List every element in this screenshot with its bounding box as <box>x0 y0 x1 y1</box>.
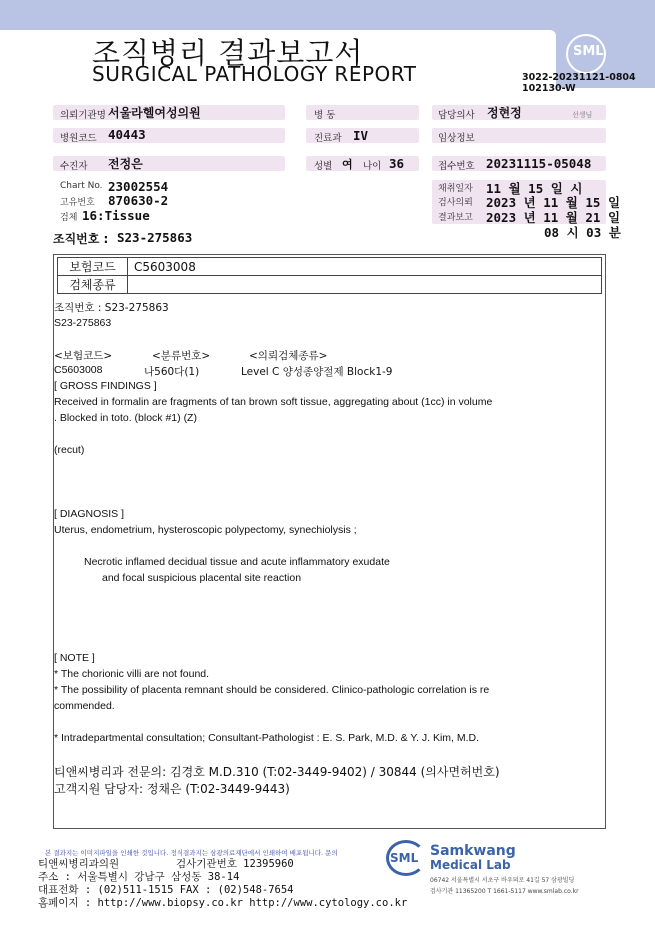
specimen-type-value <box>128 276 602 294</box>
footer-agency: 검사기관번호 12395960 <box>176 858 294 870</box>
insurance-code-value: C5603008 <box>128 258 602 276</box>
request-value: 2023 년 11 월 15 일 <box>486 195 621 210</box>
lab-address-1: 06742 서울특별시 서초구 바우뫼로 41길 57 삼광빌딩 <box>430 877 575 884</box>
tissue-no-value: S23-275863 <box>117 230 193 245</box>
sex-value: 여 <box>342 158 353 171</box>
lab-name-line-1: Samkwang <box>430 843 516 859</box>
dept-value: IV <box>353 128 369 143</box>
result-label: 결과보고 <box>438 213 473 223</box>
note-line-2: * The possibility of placenta remnant should be considered. Clinico-pathologic correlation is re <box>54 684 490 696</box>
patient-value: 전정은 <box>108 157 143 171</box>
footer-clinic: 티앤씨병리과의원 <box>38 858 120 870</box>
specimen-value: 16:Tissue <box>82 208 150 223</box>
doctor-label: 담당의사 <box>438 110 475 121</box>
report-body <box>53 254 606 829</box>
samkwang-logo-text: SML <box>390 851 419 865</box>
dept-label: 진료과 <box>314 133 342 144</box>
row-value-classification: 나560다(1) <box>144 366 200 378</box>
institution-label: 의뢰기관명 <box>60 110 106 121</box>
age-value: 36 <box>389 156 405 171</box>
consultation-line: * Intradepartmental consultation; Consultant-Pathologist : E. S. Park, M.D. & Y. J. Kim, M.D. <box>54 732 480 744</box>
insurance-code-label: 보험코드 <box>58 258 128 276</box>
report-number <box>522 72 636 94</box>
collect-label: 채취일자 <box>438 184 473 194</box>
footer-phone: 대표전화 : (02)511-1515 FAX : (02)548-7654 <box>38 884 294 896</box>
specialist-line: 티앤씨병리과 전문의: 김경호 M.D.310 (T:02-3449-9402) / 30844 (의사면허번호) <box>54 765 500 779</box>
request-label: 검사의뢰 <box>438 198 473 208</box>
diagnosis-heading: [ DIAGNOSIS ] <box>54 508 125 520</box>
col-header-classification: <분류번호> <box>152 350 211 362</box>
receipt-value: 20231115-05048 <box>486 156 592 171</box>
lab-address-2: 검사기관 11365200 T 1661-5117 www.smlab.co.kr <box>430 888 579 895</box>
support-line: 고객지원 담당자: 정채은 (T:02-3449-9443) <box>54 782 290 796</box>
collect-value: 11 월 15 일 시 <box>486 181 583 196</box>
gross-findings-line-2: . Blocked in toto. (block #1) (Z) <box>54 412 197 424</box>
row-value-specimen: Level C 양성종양절제 Block1-9 <box>241 366 393 378</box>
result-value: 2023 년 11 월 21 일 <box>486 210 621 225</box>
col-header-specimen: <의뢰검체종류> <box>249 350 328 362</box>
table-row <box>58 258 602 276</box>
ward-label: 병 동 <box>314 110 336 121</box>
report-number-line1: 3022-20231121-0804 <box>522 72 636 83</box>
lab-name-line-2: Medical Lab <box>430 858 511 872</box>
tissue-number-line: 조직번호 : S23-275863 <box>54 302 169 314</box>
receipt-label: 접수번호 <box>438 161 475 172</box>
tissue-no-label: 조직번호 : <box>53 232 109 246</box>
specimen-type-label: 검체종류 <box>58 276 128 294</box>
diagnosis-detail-1: Necrotic inflamed decidual tissue and acute inflammatory exudate <box>84 556 390 568</box>
doctor-suffix: 선생님 <box>572 111 593 119</box>
institution-value: 서울라헬여성의원 <box>108 106 201 120</box>
insurance-table <box>57 257 602 294</box>
gross-findings-heading: [ GROSS FINDINGS ] <box>54 380 157 392</box>
table-row <box>58 276 602 294</box>
diagnosis-line: Uterus, endometrium, hysteroscopic polypectomy, synechiolysis ; <box>54 524 357 536</box>
diagnosis-detail-2: and focal suspicious placental site reaction <box>102 572 302 584</box>
chart-label: Chart No. <box>60 181 103 191</box>
result-time-value: 08 시 03 분 <box>544 225 621 240</box>
patient-label: 수진자 <box>60 161 88 172</box>
report-title-english: SURGICAL PATHOLOGY REPORT <box>92 62 417 86</box>
sex-label: 성별 <box>314 161 333 172</box>
age-label: 나이 <box>363 161 382 172</box>
hospital-code-value: 40443 <box>108 127 146 142</box>
doctor-value: 정현정 <box>487 106 522 120</box>
note-heading: [ NOTE ] <box>54 652 95 664</box>
report-number-line2: 102130-W <box>522 83 576 94</box>
recut-note: (recut) <box>54 444 85 456</box>
footer-address: 주소 : 서울특별시 강남구 삼성동 38-14 <box>38 871 240 883</box>
footer-homepage: 홈페이지 : http://www.biopsy.co.kr http://www.cytology.co.kr <box>38 897 408 909</box>
row-value-insurance: C5603008 <box>54 364 103 376</box>
specimen-label: 검체 <box>60 213 78 223</box>
unique-label: 고유번호 <box>60 198 95 208</box>
col-header-insurance: <보험코드> <box>54 350 113 362</box>
gross-findings-line-1: Received in formalin are fragments of tan brown soft tissue, aggregating about (1cc) in volume <box>54 396 493 408</box>
clinical-info-label: 임상정보 <box>438 133 475 144</box>
unique-value: 870630-2 <box>108 193 169 208</box>
tissue-number-line-2: S23-275863 <box>54 317 112 329</box>
sml-logo-text: SML <box>573 44 604 59</box>
report-title-korean: 조직병리 결과보고서 <box>92 36 364 70</box>
note-line-3: commended. <box>54 700 115 712</box>
footer-notice: 본 결과지는 이미지파일을 인쇄한 것입니다. 정식결과지는 삼광의료재단에서 인쇄하여 배포됩니다. 문의 <box>45 849 338 857</box>
hospital-code-label: 병원코드 <box>60 133 97 144</box>
chart-value: 23002554 <box>108 179 169 194</box>
note-line-1: * The chorionic villi are not found. <box>54 668 210 680</box>
